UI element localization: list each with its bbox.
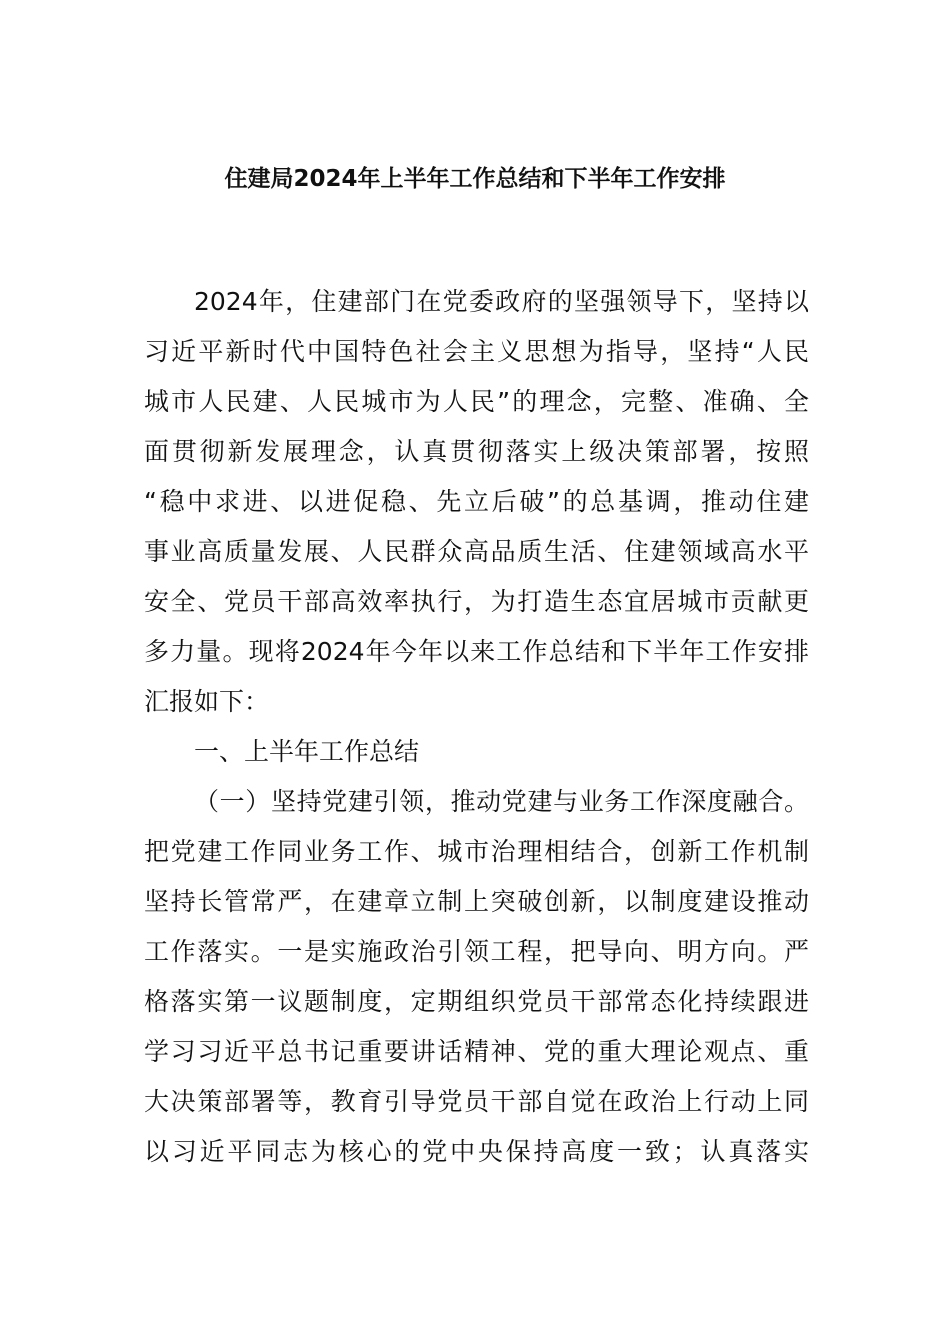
body-line: 习近平新时代中国特色社会主义思想为指导，坚持“人民 — [144, 337, 809, 366]
body-line: 一、上半年工作总结 — [194, 737, 420, 766]
document-title: 住建局2024年上半年工作总结和下半年工作安排 — [224, 166, 726, 192]
body-line: 汇报如下： — [144, 687, 270, 716]
body-line: 安全、党员干部高效率执行，为打造生态宜居城市贡献更 — [144, 587, 809, 616]
body-line: 多力量。现将2024年今年以来工作总结和下半年工作安排 — [144, 637, 809, 666]
body-line: 格落实第一议题制度，定期组织党员干部常态化持续跟进 — [144, 987, 809, 1016]
body-line: 把党建工作同业务工作、城市治理相结合，创新工作机制 — [144, 837, 809, 866]
body-line: 以习近平同志为核心的党中央保持高度一致；认真落实 — [144, 1137, 809, 1166]
body-line: 2024年，住建部门在党委政府的坚强领导下，坚持以 — [194, 287, 809, 316]
document-body — [144, 284, 809, 1184]
body-line: 事业高质量发展、人民群众高品质生活、住建领域高水平 — [144, 537, 809, 566]
body-line: 工作落实。一是实施政治引领工程，把导向、明方向。严 — [144, 937, 809, 966]
body-line: 大决策部署等，教育引导党员干部自觉在政治上行动上同 — [144, 1087, 809, 1116]
body-line: 面贯彻新发展理念，认真贯彻落实上级决策部署，按照 — [144, 437, 809, 466]
body-line: 学习习近平总书记重要讲话精神、党的重大理论观点、重 — [144, 1037, 809, 1066]
body-line: （一）坚持党建引领，推动党建与业务工作深度融合。 — [194, 787, 809, 816]
body-line: 坚持长管常严，在建章立制上突破创新，以制度建设推动 — [144, 887, 809, 916]
body-line: “稳中求进、以进促稳、先立后破”的总基调，推动住建 — [144, 487, 809, 516]
body-line: 城市人民建、人民城市为人民”的理念，完整、准确、全 — [144, 387, 809, 416]
